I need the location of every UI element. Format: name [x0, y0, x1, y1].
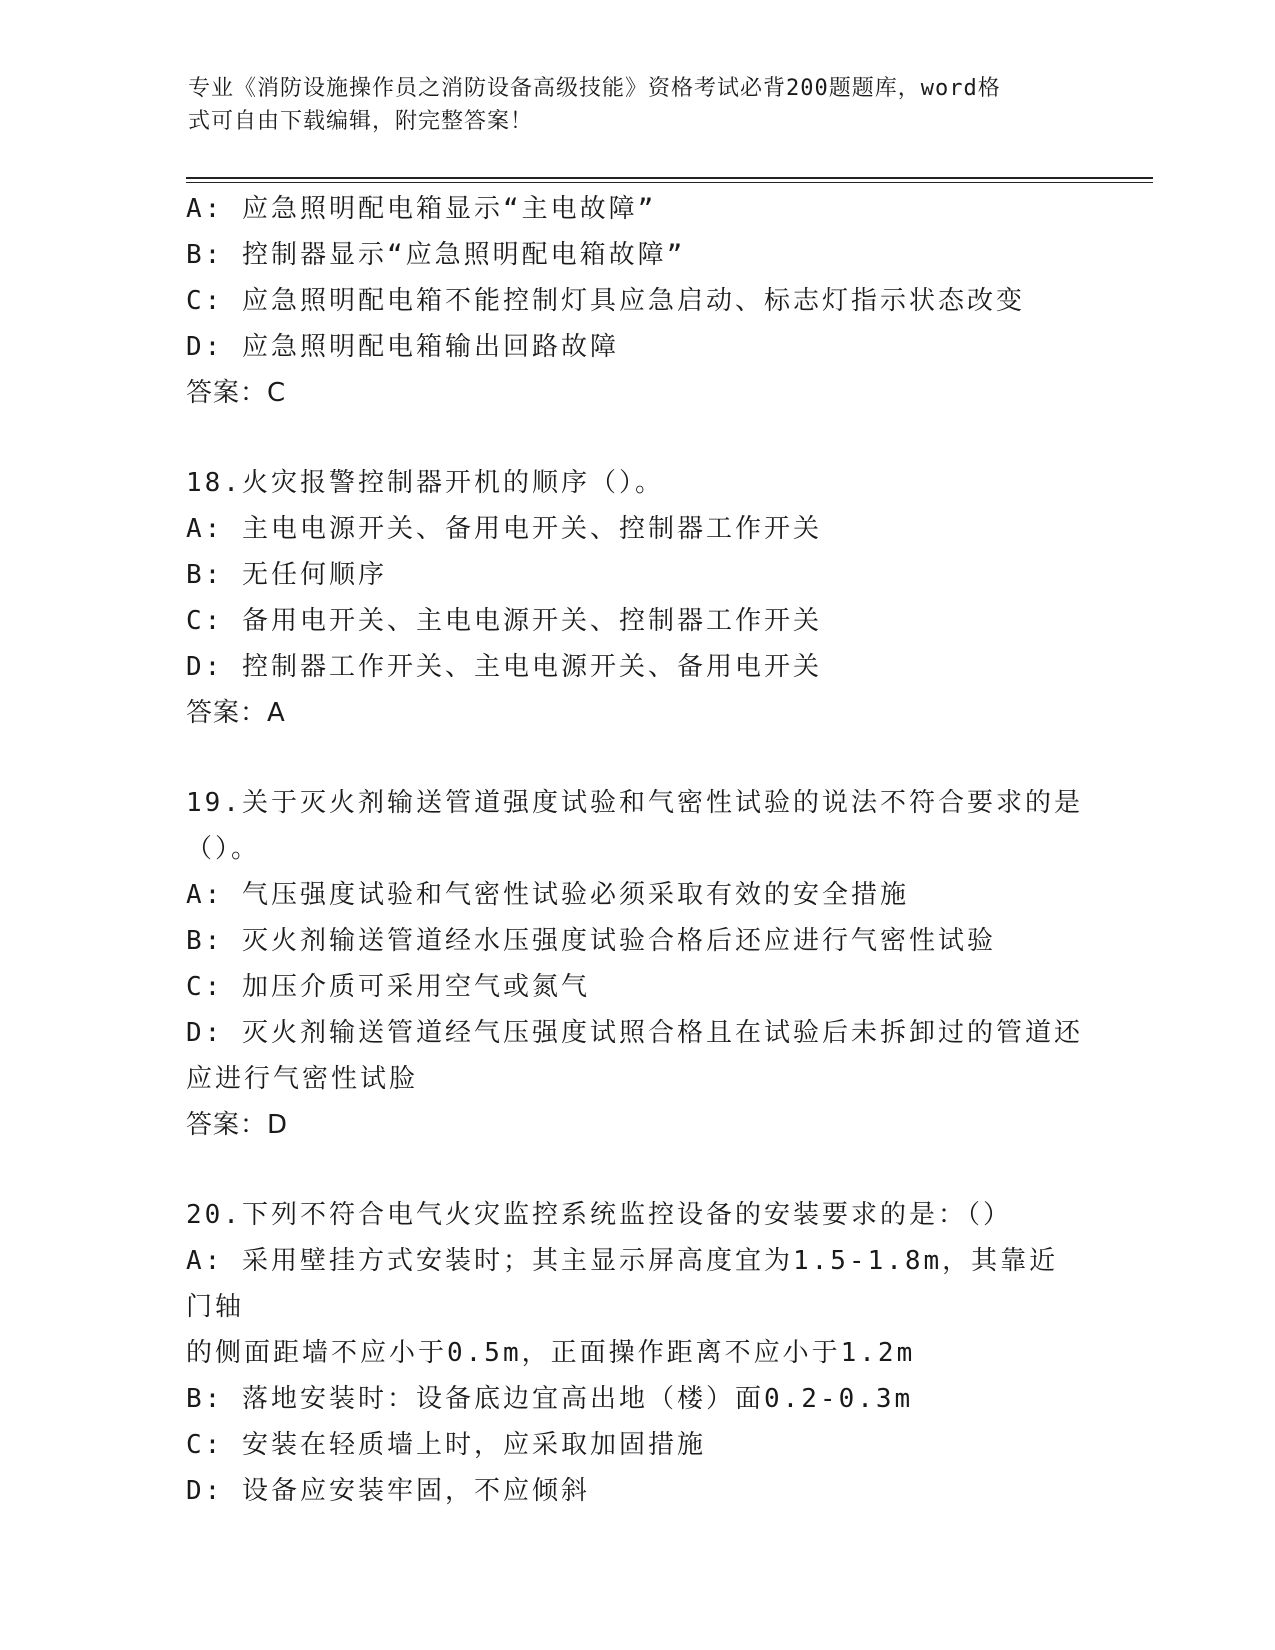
answer: 答案：A — [186, 698, 286, 728]
answer: 答案：C — [186, 378, 287, 408]
option-c: C: 加压介质可采用空气或氮气 — [186, 972, 590, 1002]
option-b: B: 落地安装时：设备底边宜高出地（楼）面0.2-0.3m — [186, 1384, 914, 1414]
option-a: A: 气压强度试验和气密性试验必须采取有效的安全措施 — [186, 880, 909, 910]
header-line-2: 式可自由下载编辑，附完整答案！ — [188, 109, 534, 134]
document-header — [188, 72, 1068, 138]
option-a-continued: 的侧面距墙不应小于0.5m，正面操作距离不应小于1.2m — [186, 1338, 916, 1368]
question-20 — [186, 1192, 1086, 1514]
option-c: C: 备用电开关、主电电源开关、控制器工作开关 — [186, 606, 822, 636]
option-a: A: 采用壁挂方式安装时；其主显示屏高度宜为1.5-1.8m，其靠近门轴 — [186, 1246, 1059, 1322]
question-18 — [186, 460, 1086, 736]
option-d-continued: 应进行气密性试脸 — [186, 1064, 419, 1094]
option-c: C: 应急照明配电箱不能控制灯具应急启动、标志灯指示状态改变 — [186, 286, 1025, 316]
option-b: B: 控制器显示“应急照明配电箱故障” — [186, 240, 686, 270]
question-19 — [186, 780, 1086, 1148]
header-line-1: 专业《消防设施操作员之消防设备高级技能》资格考试必背200题题库，word格 — [188, 76, 1001, 101]
question-17-continued — [186, 186, 1086, 416]
spacer — [186, 1148, 1086, 1192]
spacer — [186, 736, 1086, 780]
option-d: D: 灭火剂输送管道经气压强度试照合格且在试验后未拆卸过的管道还 — [186, 1018, 1083, 1048]
question-stem: 19.关于灭火剂输送管道强度试验和气密性试验的说法不符合要求的是 — [186, 788, 1083, 818]
header-divider — [186, 177, 1153, 183]
option-c: C: 安装在轻质墙上时，应采取加固措施 — [186, 1430, 706, 1460]
question-stem: 18.火灾报警控制器开机的顺序（）。 — [186, 468, 664, 498]
option-a: A: 应急照明配电箱显示“主电故障” — [186, 194, 657, 224]
option-b: B: 灭火剂输送管道经水压强度试验合格后还应进行气密性试验 — [186, 926, 996, 956]
option-d: D: 控制器工作开关、主电电源开关、备用电开关 — [186, 652, 822, 682]
option-d: D: 应急照明配电箱输出回路故障 — [186, 332, 619, 362]
question-stem: 20.下列不符合电气火灾监控系统监控设备的安装要求的是：（） — [186, 1200, 1012, 1230]
question-list — [186, 186, 1086, 1514]
question-stem-continued: （）。 — [186, 834, 261, 864]
spacer — [186, 416, 1086, 460]
answer: 答案：D — [186, 1110, 289, 1140]
option-d: D: 设备应安装牢固，不应倾斜 — [186, 1476, 590, 1506]
option-b: B: 无任何顺序 — [186, 560, 387, 590]
option-a: A: 主电电源开关、备用电开关、控制器工作开关 — [186, 514, 822, 544]
